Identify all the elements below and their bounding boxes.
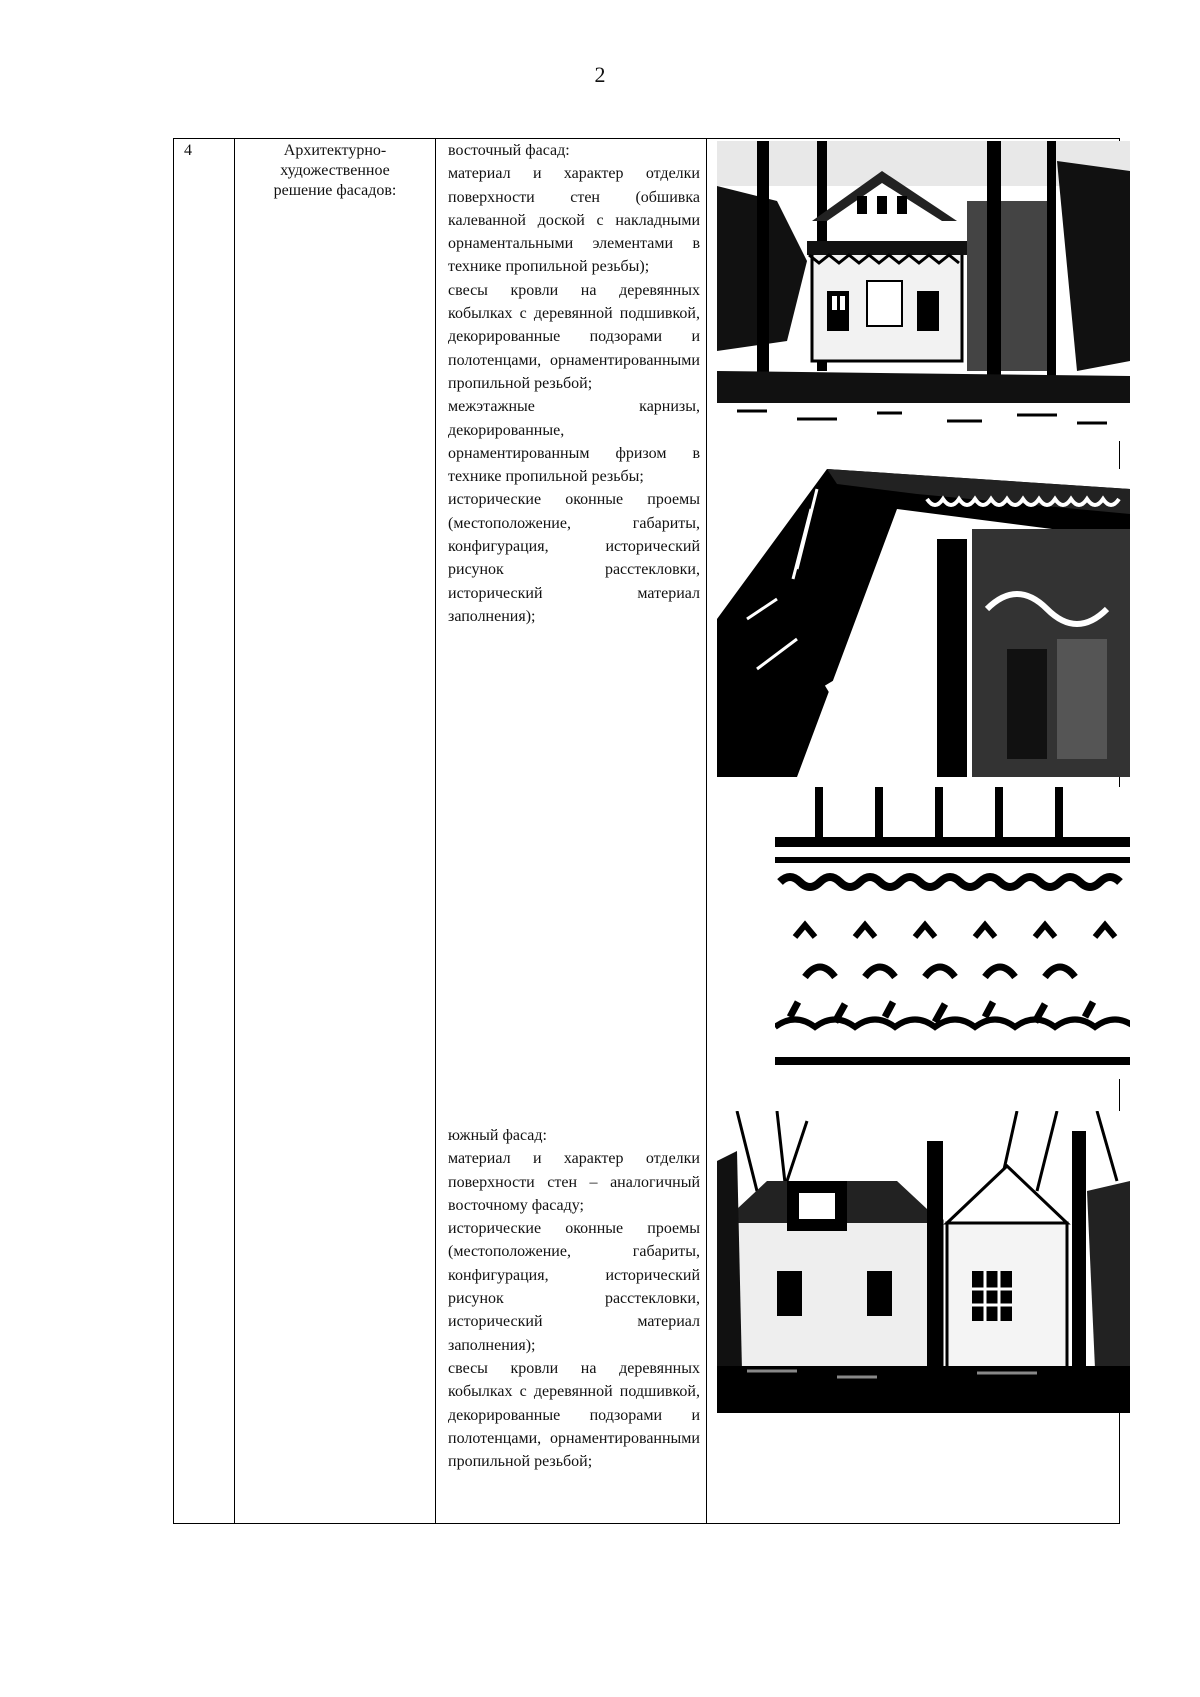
east-facade-item: материал и характер отделки поверхности стен (обшивка калеванной доской с накладными орнаментальными элементами в технике пропильной резьбы); — [448, 165, 700, 276]
south-facade-heading: южный фасад: — [448, 1127, 547, 1144]
south-facade-item: материал и характер отделки поверхности стен – аналогичный восточному фасаду; — [448, 1150, 700, 1214]
title-line: художественное — [280, 162, 390, 179]
page-number: 2 — [594, 62, 606, 87]
south-facade-house-photo — [717, 1111, 1130, 1413]
title-line: Архитектурно- — [283, 142, 387, 159]
south-facade-description — [436, 1124, 700, 1473]
facade-table — [173, 138, 1120, 1524]
description-cell — [436, 139, 707, 1524]
south-facade-item: свесы кровли на деревянных кобылках с деревянной подшивкой, декорированные подзорами и полотенцами, орнаментированными пропильной резьбой; — [448, 1359, 700, 1471]
title-line: решение фасадов: — [273, 182, 397, 199]
frieze-ornament-photo — [775, 787, 1130, 1079]
eaves-fretwork-photo — [717, 469, 1130, 777]
row-number: 4 — [174, 139, 235, 1524]
row-title — [235, 139, 436, 1524]
east-facade-item: межэтажные карнизы, декорированные, орнаментированным фризом в технике пропильной резьбы; — [448, 398, 700, 486]
table-row — [174, 139, 1120, 1524]
south-facade-item: исторические оконные проемы (местоположение, габариты, конфигурация, исторический рисунок расстекловки, исторический материал заполнения); — [448, 1220, 700, 1354]
east-facade-house-photo — [717, 141, 1130, 441]
east-facade-description — [436, 139, 700, 628]
photo-cell — [707, 139, 1120, 1524]
east-facade-item: свесы кровли на деревянных кобылках с деревянной подшивкой, декорированные подзорами и полотенцами, орнаментированными пропильной резьбой; — [448, 281, 700, 392]
east-facade-item: исторические оконные проемы (местоположение, габариты, конфигурация, исторический рисунок расстекловки, исторический материал заполнения); — [448, 491, 700, 625]
east-facade-heading: восточный фасад: — [448, 142, 570, 159]
